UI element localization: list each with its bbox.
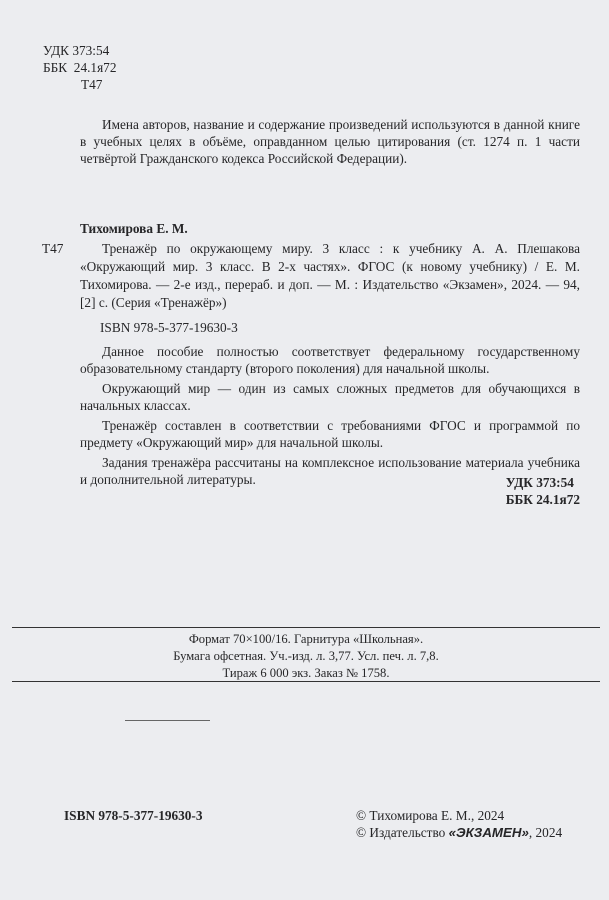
annotation bbox=[80, 343, 580, 488]
divider-short bbox=[125, 720, 210, 721]
isbn: ISBN 978-5-377-19630-3 bbox=[100, 320, 238, 335]
bib-author-mark: Т47 bbox=[42, 241, 64, 256]
classification-codes bbox=[506, 474, 580, 508]
bbk-code: ББК 24.1я72 bbox=[43, 60, 117, 75]
imprint bbox=[12, 631, 600, 682]
imprint-line: Формат 70×100/16. Гарнитура «Школьная». bbox=[188, 632, 424, 646]
footer-isbn: ISBN 978-5-377-19630-3 bbox=[64, 808, 203, 823]
copyright-publisher: © Издательство «ЭКЗАМЕН», 2024 bbox=[356, 825, 563, 840]
udk-code: УДК 373:54 bbox=[43, 43, 110, 58]
copyright-author: © Тихомирова Е. М., 2024 bbox=[356, 808, 505, 823]
annotation-paragraph: Данное пособие полностью соответствует федеральному государственному образовательному стандарту (второго поколения) для начальной школы. bbox=[80, 344, 580, 376]
author-name: Тихомирова Е. М. bbox=[80, 221, 188, 236]
annotation-paragraph: Задания тренажёра рассчитаны на комплексное использование материала учебника и дополнительной литературы. bbox=[80, 455, 580, 487]
header-codes bbox=[43, 42, 116, 93]
annotation-paragraph: Окружающий мир — один из самых сложных предметов для обучающихся в начальных классах. bbox=[80, 381, 580, 413]
publisher-name: «ЭКЗАМЕН» bbox=[448, 825, 529, 840]
copyright-notice: Имена авторов, название и содержание произведений используются в данной книге в учебных целях в объёме, оправданном целью цитирования (ст. 1274 п. 1 части четвёртой Гражданского кодекса Российской Федерации). bbox=[80, 117, 580, 166]
annotation-paragraph: Тренажёр составлен в соответствии с требованиями ФГОС и программой по предмету «Окружающий мир» для начальной школы. bbox=[80, 418, 580, 450]
divider bbox=[12, 627, 600, 628]
imprint-line: Бумага офсетная. Уч.-изд. л. 3,77. Усл. печ. л. 7,8. bbox=[173, 649, 439, 663]
udk-code-bold: УДК 373:54 bbox=[505, 475, 574, 490]
copyright-block bbox=[356, 807, 562, 841]
bbk-code-bold: ББК 24.1я72 bbox=[505, 492, 580, 507]
divider bbox=[12, 681, 600, 682]
imprint-line: Тираж 6 000 экз. Заказ № 1758. bbox=[222, 666, 390, 680]
bibliographic-description: Тренажёр по окружающему миру. 3 класс : к учебнику А. А. Плешакова «Окружающий мир. 3 класс. В 2-х частях». ФГОС (к новому учебнику) / Е. М. Тихомирова. — 2-е изд., перераб. и доп. — М. : Издательство «Экзамен», 2024. — 94, [2] с. (Серия «Тренажёр») bbox=[80, 241, 580, 310]
author-mark: Т47 bbox=[81, 77, 103, 92]
